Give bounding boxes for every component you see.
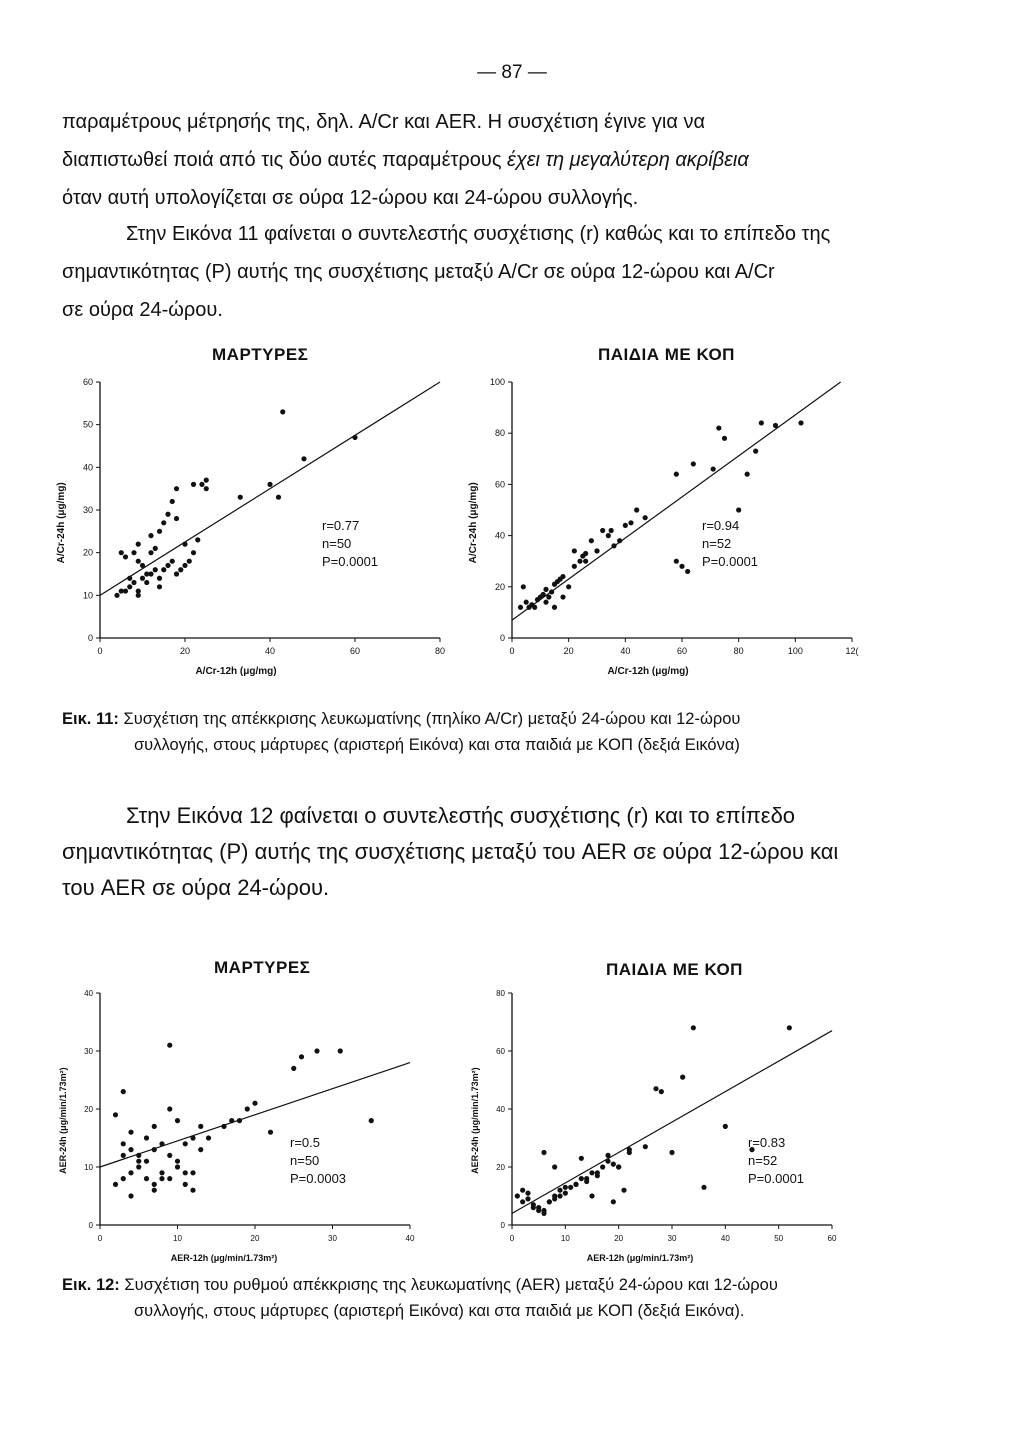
stat-label: P=0.0001 [748, 1171, 805, 1186]
data-point [584, 1176, 589, 1181]
data-point [167, 1153, 172, 1158]
data-point [572, 548, 577, 553]
x-tick-label: 60 [349, 646, 361, 656]
x-tick-label: 60 [827, 1234, 837, 1243]
data-point [136, 1164, 141, 1169]
data-point [191, 550, 196, 555]
data-point [541, 1211, 546, 1216]
data-point [301, 456, 306, 461]
data-point [153, 567, 158, 572]
data-point [237, 1118, 242, 1123]
data-point [568, 1185, 573, 1190]
data-point [183, 1170, 188, 1175]
data-point [276, 495, 281, 500]
data-point [579, 1156, 584, 1161]
paragraph-1-emphasis: έχει τη μεγαλύτερη ακρίβεια [507, 149, 749, 171]
data-point [736, 507, 741, 512]
data-point [685, 569, 690, 574]
data-point [563, 1191, 568, 1196]
y-axis-label: AER-24h (μg/min/1.73m²) [470, 1067, 480, 1174]
data-point [121, 1141, 126, 1146]
data-point [623, 523, 628, 528]
data-point [520, 1188, 525, 1193]
x-axis-label: AER-12h (μg/min/1.73m²) [170, 1253, 278, 1263]
x-tick-label: 0 [509, 1234, 515, 1243]
data-point [267, 482, 272, 487]
data-point [157, 529, 162, 534]
data-point [187, 559, 192, 564]
data-point [543, 587, 548, 592]
data-point [798, 420, 803, 425]
data-point [711, 466, 716, 471]
paragraph-3-line-1: Στην Εικόνα 12 φαίνεται ο συντελεστής συσχέτισης (r) και το επίπεδο [126, 803, 796, 828]
stat-label: r=0.83 [748, 1135, 786, 1150]
x-tick-label: 0 [509, 646, 515, 656]
data-point [121, 1153, 126, 1158]
data-point [621, 1188, 626, 1193]
y-tick-label: 0 [88, 1221, 93, 1230]
data-point [127, 576, 132, 581]
x-tick-label: 20 [563, 646, 574, 656]
paragraph-1-line-3: όταν αυτή υπολογίζεται σε ούρα 12-ώρου και 24-ώρου συλλογής. [62, 187, 639, 209]
data-point [628, 520, 633, 525]
fig12-right-chart [440, 975, 880, 1275]
data-point [291, 1066, 296, 1071]
caption-fig12-line-1: Συσχέτιση του ρυθμού απέκκρισης της λευκωματίνης (AER) μεταξύ 24-ώρου και 12-ώρου [124, 1276, 778, 1294]
data-point [525, 1196, 530, 1201]
data-point [127, 584, 132, 589]
caption-fig11-line-1: Συσχέτιση της απέκκρισης λευκωματίνης (πηλίκο Α/Cr) μεταξύ 24-ώρου και 12-ώρου [123, 710, 741, 728]
data-point [245, 1106, 250, 1111]
stat-label: P=0.0001 [322, 554, 379, 569]
data-point [701, 1185, 706, 1190]
data-point [195, 537, 200, 542]
paragraph-1 [62, 103, 862, 217]
data-point [159, 1170, 164, 1175]
data-point [674, 472, 679, 477]
x-tick-label: 100 [787, 646, 803, 656]
data-point [178, 567, 183, 572]
data-point [369, 1118, 374, 1123]
y-axis-label: A/Cr-24h (μg/mg) [56, 482, 67, 564]
data-point [128, 1130, 133, 1135]
data-point [121, 1089, 126, 1094]
data-point [691, 1025, 696, 1030]
y-tick-label: 40 [494, 530, 505, 541]
data-point [787, 1025, 792, 1030]
fig12-left-chart [40, 975, 460, 1275]
x-axis-label: AER-12h (μg/min/1.73m²) [586, 1253, 694, 1263]
data-point [616, 1164, 621, 1169]
y-tick-label: 60 [82, 377, 93, 387]
y-axis-label: AER-24h (μg/min/1.73m²) [58, 1067, 68, 1174]
data-point [128, 1170, 133, 1175]
data-point [526, 605, 531, 610]
stat-label: n=50 [290, 1153, 320, 1168]
data-point [627, 1150, 632, 1155]
data-point [175, 1164, 180, 1169]
data-point [541, 592, 546, 597]
data-point [136, 1153, 141, 1158]
caption-fig11-line-2: συλλογής, στους μάρτυρες (αριστερή Εικόνα) και στα παιδιά με ΚΟΠ (δεξιά Εικόνα) [134, 736, 740, 754]
x-tick-label: 30 [667, 1234, 677, 1243]
data-point [131, 580, 136, 585]
data-point [153, 546, 158, 551]
x-tick-label: 60 [676, 646, 688, 656]
data-point [600, 1164, 605, 1169]
data-point [299, 1054, 304, 1059]
data-point [606, 533, 611, 538]
data-point [113, 1112, 118, 1117]
stat-label: P=0.0003 [290, 1171, 347, 1186]
data-point [174, 571, 179, 576]
paragraph-1-line-2 [62, 141, 862, 179]
data-point [552, 1164, 557, 1169]
fig12-left-title: ΜΑΡΤΥΡΕΣ [214, 958, 311, 977]
caption-fig11-label: Εικ. 11: [62, 710, 119, 728]
data-point [573, 1182, 578, 1187]
data-point [659, 1089, 664, 1094]
paragraph-3-line-2: σημαντικότητας (Ρ) αυτής της συσχέτισης μεταξύ του AER σε ούρα 12-ώρου και [62, 839, 839, 864]
data-point [753, 449, 758, 454]
caption-fig12-line-2: συλλογής, στους μάρτυρες (αριστερή Εικόνα) και στα παιδιά με ΚΟΠ (δεξιά Εικόνα). [134, 1302, 745, 1320]
data-point [595, 1170, 600, 1175]
data-point [198, 1147, 203, 1152]
data-point [314, 1048, 319, 1053]
y-axis-label: A/Cr-24h (μg/mg) [468, 482, 479, 564]
data-point [634, 507, 639, 512]
data-point [136, 559, 141, 564]
data-point [123, 554, 128, 559]
data-point [518, 605, 523, 610]
data-point [119, 550, 124, 555]
data-point [191, 482, 196, 487]
x-tick-label: 30 [328, 1234, 337, 1243]
data-point [563, 1185, 568, 1190]
data-point [560, 574, 565, 579]
x-tick-label: 50 [774, 1234, 784, 1243]
data-point [546, 594, 551, 599]
x-tick-label: 10 [560, 1234, 570, 1243]
data-point [611, 1199, 616, 1204]
x-tick-label: 0 [97, 1234, 103, 1243]
y-tick-label: 20 [496, 1163, 505, 1172]
data-point [136, 542, 141, 547]
data-point [148, 550, 153, 555]
data-point [723, 1124, 728, 1129]
data-point [204, 478, 209, 483]
data-point [773, 423, 778, 428]
x-axis-label: A/Cr-12h (μg/mg) [607, 666, 689, 677]
data-point [128, 1147, 133, 1152]
paragraph-2-line-2: σημαντικότητας (Ρ) αυτής της συσχέτισης μεταξύ Α/Cr σε ούρα 12-ώρου και Α/Cr [62, 261, 775, 283]
data-point [204, 486, 209, 491]
stat-label: P=0.0001 [702, 554, 759, 569]
y-tick-label: 80 [496, 989, 505, 998]
data-point [674, 559, 679, 564]
stat-label: r=0.5 [290, 1135, 320, 1150]
data-point [182, 563, 187, 568]
data-point [515, 1193, 520, 1198]
x-tick-label: 40 [720, 1234, 730, 1243]
data-point [152, 1188, 157, 1193]
regression-line [100, 382, 440, 595]
data-point [148, 571, 153, 576]
data-point [268, 1130, 273, 1135]
data-point [605, 1153, 610, 1158]
y-tick-label: 60 [496, 1047, 505, 1056]
regression-line [100, 1063, 410, 1167]
x-tick-label: 40 [264, 646, 276, 656]
data-point [669, 1150, 674, 1155]
fig12-right-title: ΠΑΙΔΙΑ ΜΕ ΚΟΠ [606, 960, 743, 979]
data-point [524, 600, 529, 605]
data-point [609, 528, 614, 533]
data-point [680, 1075, 685, 1080]
x-tick-label: 80 [733, 646, 744, 656]
data-point [144, 1176, 149, 1181]
paragraph-3-line-3: του AER σε ούρα 24-ώρου. [62, 875, 330, 900]
stat-label: n=52 [748, 1153, 778, 1168]
data-point [600, 528, 605, 533]
data-point [152, 1182, 157, 1187]
page-number: — 87 — [477, 62, 547, 83]
x-tick-label: 20 [614, 1234, 624, 1243]
data-point [174, 516, 179, 521]
data-point [338, 1048, 343, 1053]
x-tick-label: 12( [845, 646, 859, 656]
y-tick-label: 40 [84, 989, 93, 998]
x-tick-label: 20 [250, 1234, 260, 1243]
data-point [136, 593, 141, 598]
data-point [611, 1162, 616, 1167]
data-point [114, 593, 119, 598]
data-point [722, 436, 727, 441]
data-point [183, 1182, 188, 1187]
data-point [175, 1118, 180, 1123]
data-point [679, 564, 684, 569]
data-point [589, 1170, 594, 1175]
data-point [532, 605, 537, 610]
y-tick-label: 20 [84, 1105, 93, 1114]
paragraph-2 [62, 215, 862, 329]
data-point [140, 576, 145, 581]
y-tick-label: 10 [84, 1163, 93, 1172]
data-point [167, 1106, 172, 1111]
y-tick-label: 30 [82, 505, 93, 515]
data-point [579, 1176, 584, 1181]
data-point [252, 1101, 257, 1106]
data-point [182, 542, 187, 547]
data-point [190, 1135, 195, 1140]
data-point [123, 588, 128, 593]
data-point [157, 576, 162, 581]
stat-label: n=50 [322, 536, 352, 551]
y-tick-label: 60 [494, 479, 505, 490]
data-point [206, 1135, 211, 1140]
x-tick-label: 20 [179, 646, 191, 656]
data-point [589, 538, 594, 543]
data-point [541, 1150, 546, 1155]
data-point [144, 1159, 149, 1164]
data-point [170, 559, 175, 564]
fig11-left-title: ΜΑΡΤΥΡΕΣ [212, 345, 309, 364]
y-tick-label: 100 [489, 377, 505, 387]
data-point [611, 543, 616, 548]
y-tick-label: 40 [496, 1105, 505, 1114]
data-point [525, 1191, 530, 1196]
caption-fig11 [62, 706, 882, 758]
data-point [566, 584, 571, 589]
caption-fig12-label: Εικ. 12: [62, 1276, 120, 1294]
data-point [121, 1176, 126, 1181]
fig11-right-title: ΠΑΙΔΙΑ ΜΕ ΚΟΠ [598, 345, 735, 364]
y-tick-label: 30 [84, 1047, 93, 1056]
y-tick-label: 0 [500, 1221, 505, 1230]
data-point [199, 482, 204, 487]
data-point [543, 600, 548, 605]
data-point [560, 594, 565, 599]
data-point [152, 1124, 157, 1129]
data-point [229, 1118, 234, 1123]
data-point [238, 495, 243, 500]
data-point [520, 1199, 525, 1204]
paragraph-2-line-1: Στην Εικόνα 11 φαίνεται ο συντελεστής συσχέτισης (r) καθώς και το επίπεδο της [126, 223, 831, 245]
y-tick-label: 0 [87, 633, 93, 643]
data-point [165, 512, 170, 517]
x-tick-label: 10 [173, 1234, 182, 1243]
data-point [557, 1193, 562, 1198]
data-point [691, 461, 696, 466]
data-point [589, 1193, 594, 1198]
x-tick-label: 80 [434, 646, 446, 656]
y-tick-label: 20 [82, 547, 93, 558]
data-point [190, 1170, 195, 1175]
data-point [174, 486, 179, 491]
stat-label: n=52 [702, 536, 732, 551]
y-tick-label: 80 [494, 428, 505, 439]
data-point [159, 1141, 164, 1146]
y-tick-label: 20 [494, 581, 505, 592]
paragraph-1-line-1: παραμέτρους μέτρησής της, δηλ. Α/Cr και AER. Η συσχέτιση έγινε για να [62, 111, 706, 133]
data-point [549, 589, 554, 594]
fig11-right-chart [440, 370, 880, 700]
data-point [547, 1199, 552, 1204]
data-point [152, 1147, 157, 1152]
data-point [583, 559, 588, 564]
x-axis-label: A/Cr-12h (μg/mg) [195, 666, 277, 677]
fig11-left-chart [40, 370, 460, 700]
data-point [583, 551, 588, 556]
data-point [167, 1176, 172, 1181]
data-point [190, 1188, 195, 1193]
data-point [352, 435, 357, 440]
paragraph-3 [62, 798, 862, 906]
data-point [759, 420, 764, 425]
stat-label: r=0.94 [702, 518, 740, 533]
data-point [643, 515, 648, 520]
data-point [594, 548, 599, 553]
data-point [557, 1188, 562, 1193]
data-point [161, 567, 166, 572]
paragraph-2-line-3: σε ούρα 24-ώρου. [62, 299, 223, 321]
data-point [617, 538, 622, 543]
data-point [552, 605, 557, 610]
data-point [157, 584, 162, 589]
data-point [198, 1124, 203, 1129]
data-point [521, 584, 526, 589]
data-point [745, 472, 750, 477]
stat-label: r=0.77 [322, 518, 360, 533]
data-point [280, 409, 285, 414]
y-tick-label: 50 [82, 419, 93, 430]
data-point [175, 1159, 180, 1164]
data-point [144, 580, 149, 585]
caption-fig12 [62, 1272, 882, 1324]
data-point [653, 1086, 658, 1091]
y-tick-label: 10 [82, 590, 93, 601]
data-point [536, 1208, 541, 1213]
x-tick-label: 40 [620, 646, 631, 656]
data-point [148, 533, 153, 538]
data-point [221, 1124, 226, 1129]
data-point [131, 550, 136, 555]
data-point [167, 1043, 172, 1048]
data-point [605, 1159, 610, 1164]
data-point [716, 425, 721, 430]
data-point [577, 559, 582, 564]
x-tick-label: 0 [97, 646, 103, 656]
data-point [170, 499, 175, 504]
data-point [113, 1182, 118, 1187]
regression-line [512, 382, 841, 620]
data-point [140, 563, 145, 568]
data-point [165, 563, 170, 568]
data-point [136, 1159, 141, 1164]
x-tick-label: 40 [405, 1234, 415, 1243]
y-tick-label: 40 [82, 462, 93, 473]
data-point [552, 1193, 557, 1198]
data-point [531, 1205, 536, 1210]
y-tick-label: 0 [499, 633, 505, 643]
data-point [643, 1144, 648, 1149]
data-point [161, 520, 166, 525]
data-point [159, 1176, 164, 1181]
data-point [144, 1135, 149, 1140]
data-point [183, 1141, 188, 1146]
data-point [572, 564, 577, 569]
paragraph-1-line-2-text: διαπιστωθεί ποιά από τις δύο αυτές παραμέτρους [62, 149, 508, 171]
data-point [128, 1193, 133, 1198]
